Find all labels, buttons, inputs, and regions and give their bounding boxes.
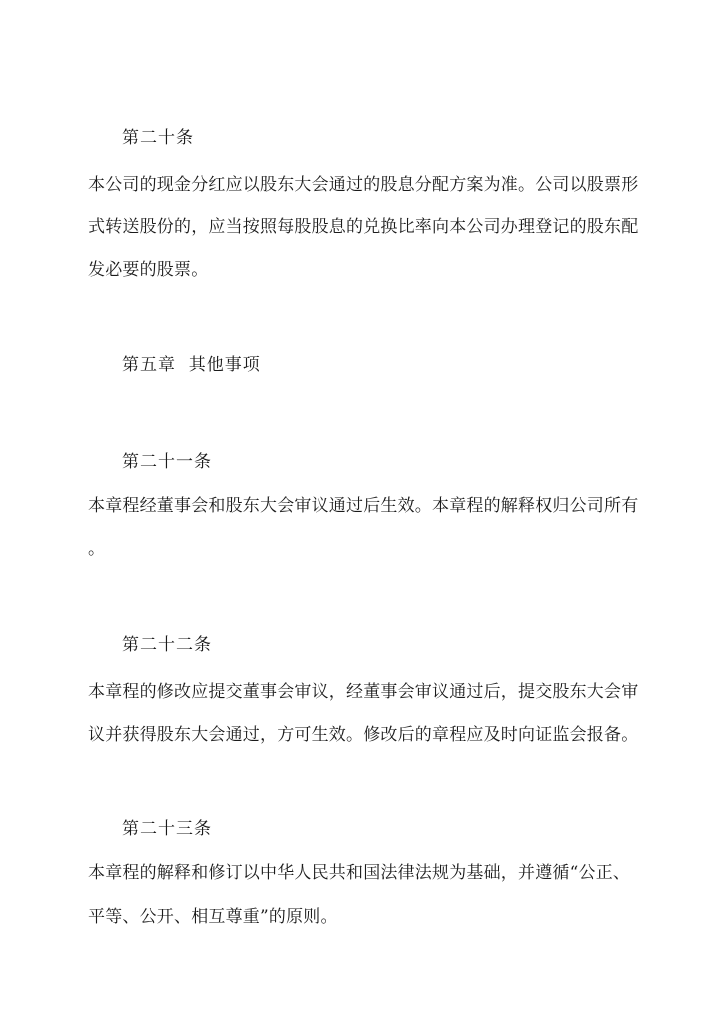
article-21-heading: 第二十一条	[122, 452, 212, 472]
article-23-text-line-2: 平等、公开、相互尊重”的原则。	[88, 907, 338, 927]
article-20-text-line-3: 发必要的股票。	[88, 260, 209, 280]
article-21-text-line-1: 本章程经董事会和股东大会审议通过后生效。本章程的解释权归公司所有	[88, 496, 639, 516]
article-20-text-line-1: 本公司的现金分红应以股东大会通过的股息分配方案为准。公司以股票形	[88, 175, 639, 195]
article-23-heading: 第二十三条	[122, 819, 212, 839]
article-22-text-line-1: 本章程的修改应提交董事会审议，经董事会审议通过后，提交股东大会审	[88, 682, 639, 702]
chapter-5-heading: 第五章 其他事项	[122, 355, 261, 375]
article-22-heading: 第二十二条	[122, 635, 212, 655]
article-21-text-line-2: 。	[88, 539, 106, 559]
article-22-text-line-2: 议并获得股东大会通过，方可生效。修改后的章程应及时向证监会报备。	[88, 725, 639, 745]
article-20-text-line-2: 式转送股份的，应当按照每股股息的兑换比率向本公司办理登记的股东配	[88, 217, 639, 237]
article-23-text-line-1: 本章程的解释和修订以中华人民共和国法律法规为基础，并遵循“公正、	[88, 863, 631, 883]
article-20-heading: 第二十条	[122, 128, 194, 148]
